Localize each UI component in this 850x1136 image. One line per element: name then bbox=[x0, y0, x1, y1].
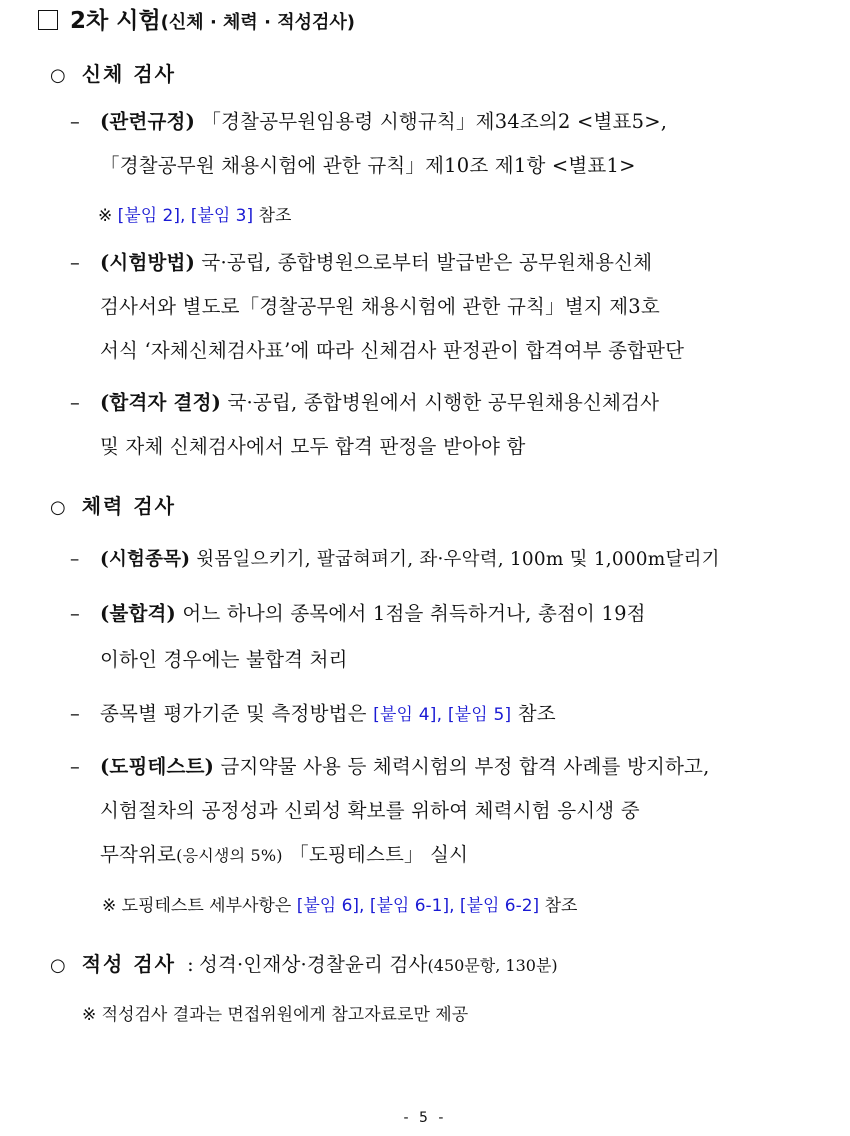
fail-line-1 bbox=[70, 598, 646, 626]
method-text-1: 국·공립, 종합병원으로부터 발급받은 공무원채용신체 bbox=[201, 251, 653, 274]
section-title bbox=[38, 2, 355, 35]
fail-text-1: 어느 하나의 종목에서 1점을 취득하거나, 총점이 19점 bbox=[182, 602, 646, 625]
reference-mark-icon: ※ bbox=[98, 206, 113, 226]
dash-bullet-icon: – bbox=[70, 251, 80, 274]
heading-text: 체력 검사 bbox=[81, 494, 176, 518]
regulation-text-1: 「경찰공무원임용령 시행규칙」제34조의2 <별표5>, bbox=[201, 110, 668, 133]
heading-body-check bbox=[50, 58, 176, 87]
fail-label: (불합격) bbox=[100, 602, 176, 625]
regulation-label: (관련규정) bbox=[100, 110, 196, 133]
decision-label: (합격자 결정) bbox=[100, 391, 222, 414]
circle-bullet-icon: ○ bbox=[50, 497, 68, 518]
circle-bullet-icon: ○ bbox=[50, 65, 68, 86]
doping-text-3b: (응시생의 5%) bbox=[176, 846, 283, 865]
doping-line-1 bbox=[70, 751, 710, 779]
circle-bullet-icon: ○ bbox=[50, 955, 68, 976]
attachment-note-1 bbox=[98, 201, 291, 226]
method-line-2: 검사서와 별도로「경찰공무원 채용시험에 관한 규칙」별지 제3호 bbox=[100, 295, 660, 318]
dash-bullet-icon: – bbox=[70, 702, 80, 725]
doping-line-2: 시험절차의 공정성과 신뢰성 확보를 위하여 체력시험 응시생 중 bbox=[100, 799, 640, 822]
aptitude-note-text: 적성검사 결과는 면접위원에게 참고자료로만 제공 bbox=[101, 1005, 469, 1025]
page-number: - 5 - bbox=[403, 1110, 447, 1126]
aptitude-colon: : bbox=[187, 953, 194, 976]
doping-line-3 bbox=[100, 839, 468, 867]
doping-text-3a: 무작위로 bbox=[100, 843, 177, 866]
aptitude-detail: 성격·인재상·경찰윤리 검사 bbox=[198, 953, 428, 976]
dash-bullet-icon: – bbox=[70, 602, 80, 625]
doping-note-text: 도핑테스트 세부사항은 bbox=[121, 896, 292, 916]
method-line-3: 서식 ‘자체신체검사표’에 따라 신체검사 판정관이 합격여부 종합판단 bbox=[100, 339, 685, 362]
method-line-1 bbox=[70, 247, 652, 275]
regulation-line-1 bbox=[70, 106, 667, 134]
heading-text: 신체 검사 bbox=[81, 62, 176, 86]
note-suffix: 참조 bbox=[258, 206, 292, 226]
decision-line-2: 및 자체 신체검사에서 모두 합격 판정을 받아야 함 bbox=[100, 435, 526, 458]
dash-bullet-icon: – bbox=[70, 110, 80, 133]
decision-text-1: 국·공립, 종합병원에서 시행한 공무원채용신체검사 bbox=[227, 391, 660, 414]
fail-line-2: 이하인 경우에는 불합격 처리 bbox=[100, 648, 348, 671]
fitness-items-text: 윗몸일으키기, 팔굽혀펴기, 좌·우악력, 100m 및 1,000m달리기 bbox=[196, 549, 720, 570]
aptitude-detail-small: (450문항, 130분) bbox=[427, 956, 558, 975]
heading-fitness-test bbox=[50, 490, 176, 519]
fitness-items-label: (시험종목) bbox=[100, 549, 191, 570]
criteria-line bbox=[70, 698, 556, 726]
method-label: (시험방법) bbox=[100, 251, 196, 274]
fitness-items-line bbox=[70, 545, 720, 571]
reference-mark-icon: ※ bbox=[102, 896, 117, 916]
regulation-line-2: 「경찰공무원 채용시험에 관한 규칙」제10조 제1항 <별표1> bbox=[100, 154, 636, 177]
doping-note bbox=[102, 891, 577, 916]
reference-mark-icon: ※ bbox=[82, 1005, 97, 1025]
dash-bullet-icon: – bbox=[70, 391, 80, 414]
heading-aptitude-test bbox=[50, 948, 558, 977]
criteria-text: 종목별 평가기준 및 측정방법은 bbox=[100, 702, 367, 725]
dash-bullet-icon: – bbox=[70, 755, 80, 778]
doping-note-reference: [붙임 6], [붙임 6-1], [붙임 6-2] bbox=[296, 896, 540, 916]
heading-text: 적성 검사 bbox=[81, 952, 176, 976]
doping-label: (도핑테스트) bbox=[100, 755, 215, 778]
checkbox-square-icon bbox=[38, 10, 58, 30]
doping-note-suffix: 참조 bbox=[544, 896, 578, 916]
criteria-suffix: 참조 bbox=[517, 702, 556, 725]
aptitude-note bbox=[82, 1000, 468, 1025]
section-title-main: 2차 시험 bbox=[70, 8, 161, 34]
doping-text-1: 금지약물 사용 등 체력시험의 부정 합격 사례를 방지하고, bbox=[220, 755, 710, 778]
criteria-reference: [붙임 4], [붙임 5] bbox=[373, 705, 512, 725]
decision-line-1 bbox=[70, 387, 659, 415]
section-title-sub: (신체 · 체력 · 적성검사) bbox=[160, 12, 355, 33]
dash-bullet-icon: – bbox=[70, 549, 80, 570]
doping-text-3c: 「도핑테스트」 실시 bbox=[289, 843, 469, 866]
attachment-reference: [붙임 2], [붙임 3] bbox=[117, 206, 254, 226]
